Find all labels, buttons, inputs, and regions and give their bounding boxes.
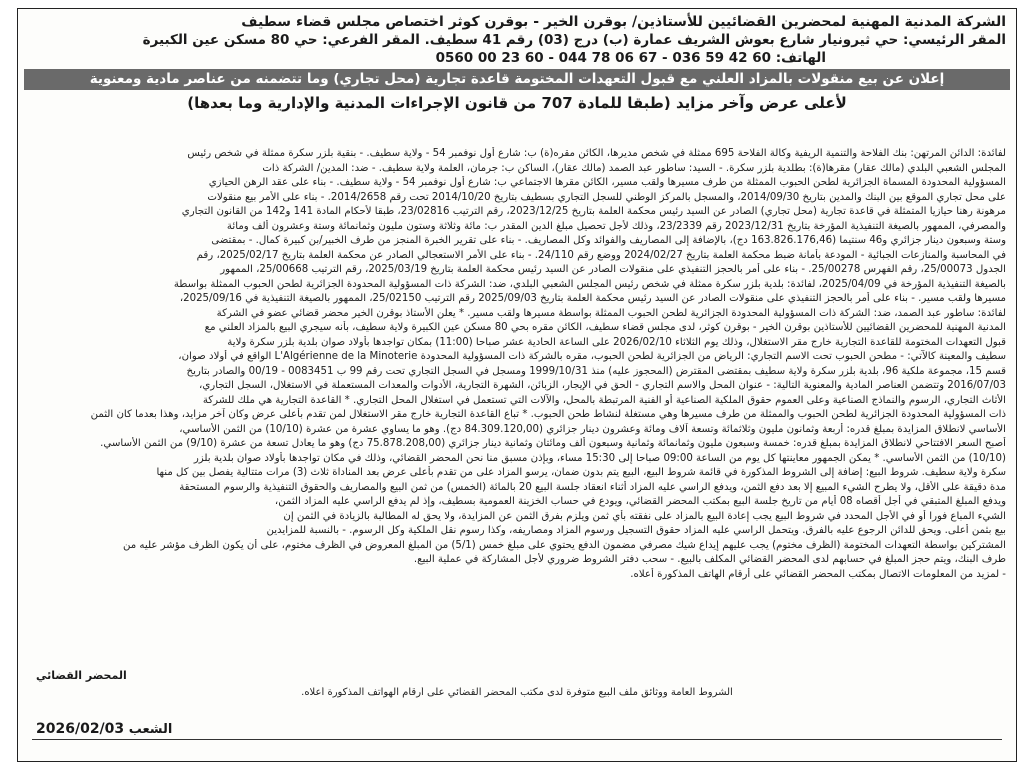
- notice-body-line: سطيف والمعينة كالآتي: - مطحن الحبوب تحت الاسم التجاري: الرياض من الجزائرية لطحن الحبوب، مقره بالشركة ذات المسؤولية المحدودة L'Algérienne de la Minoterie الواقع في أولاد صوان،: [178, 351, 1006, 362]
- notice-body-line: بالصيغة التنفيذية المؤرخة في 2025/04/09، لفائدة: بلدية بلزر سكرة ممثلة في شخص رئيس المجلس الشعبي البلدي، ضد: الشركة ذات المسؤولية المحدودة الجزائرية لطحن الحبوب الممثلة بواسطة: [173, 278, 1006, 290]
- notice-body-line: الأساسي لانطلاق المزايدة بمبلغ قدره: أربعة وثمانون مليون وثلاثمائة وتسعة آلاف ومائة وعشرون دينار جزائري (84.309.120,00 دج). وهو ما يساوي عشرة من عشرة (10/10) من الثمن الأساسي،: [179, 423, 1006, 435]
- office-address: المقر الرئيسي: حي ثيرونيار شارع بعوش الشريف عمارة (ب) درج (03) رقم 41 سطيف. المقر الفرعي: حي 80 مسكن عين الكبيرة: [142, 32, 1006, 48]
- notice-body-line: مسيرها ولقب مسير. - بناء على أمر بالحجز التنفيذي على منقولات الصادر عن السيد رئيس محكمة العلمة بتاريخ 2025/09/03 رقم الترتيب 25/02150، الممهور بالصيغة التنفيذية في 2025/09/16،: [179, 293, 1006, 304]
- notice-body-line: الأثاث التجاري، الرسوم والنماذج الصناعية وعلى العموم حقوق الملكية الصناعية أو الفنية المرتبطة بالمحل، والآلات التي تستعمل في استغلال المحل التجاري. * القاعدة التجارية هي ملك للشركة: [202, 394, 1006, 406]
- notice-body-line: الجدول 25/00073، رقم الفهرس 25/00278. - بناء على أمر بالحجز التنفيذي على منقولات الصادر عن السيد رئيس محكمة العلمة بتاريخ 2025/03/19، رقم الترتيب 25/00668، الممهور: [220, 264, 1006, 275]
- office-name: الشركة المدنية المهنية لمحضرين القضائيين للأستاذين/ بوقرن الخير - بوقرن كوثر اختصاص مجلس قضاء سطيف: [241, 14, 1006, 30]
- notice-body-line: قسم 15، مجموعة ملكية 96، بلدية بلزر سكرة ولاية سطيف بمقتضى المقترض (المحجوز عليه) منذ 1999/10/31 ومسجل في السجل التجاري تحت رقم 99 ب 0083451 - 00/19 والصادر بتاريخ: [186, 365, 1006, 377]
- letterhead: [18, 9, 1016, 67]
- notice-body-line: والمصرفي، الممهور بالصيغة التنفيذية المؤرخة بتاريخ 2023/12/31 رقم 23/2339، وذلك لأجل تحصيل مبلغ الدين المقدر ب: مائة وثلاثة وستون مليون وثمانمائة وستة وعشرون ألف ومائة: [226, 220, 1006, 232]
- notice-body-line: في المحاسبة والمنازعات الجبائية - المودعة بأمانة ضبط محكمة العلمة بتاريخ 2024/02/27 ووضع رقم 24/110. - بناء على الأمر الاستعجالي الصادر عن محكمة العلمة بتاريخ 2025/02/17، رقم: [196, 249, 1006, 261]
- notice-body-line: لفائدة: الدائن المرتهن: بنك الفلاحة والتنمية الريفية وكالة الفلاحة 695 ممثلة في شخص مديرها، الكائن مقره(ة) ب: شارع أول نوفمبر 54 - ولاية سطيف. - بنقية بلزر سكرة ممثلة في شخص رئيس: [187, 148, 1006, 159]
- notice-body-text: [28, 147, 1006, 582]
- notice-body-line: (10/10) من الثمن الأساسي. * يمكن الجمهور معاينتها كل يوم من الساعة 09:00 صباحا إلى 15:30 مساء، وبإذن مسبق منا نحن المحضر القضائي، وذلك في مكان تواجدها بأولاد صوان بلدية بلزر: [193, 452, 1006, 464]
- notice-body-line: المجلس الشعبي البلدي (مالك عقار) مقرها(ة): بطلدية بلزر سكرة. - السيد: ساطور عبد الصمد (مالك عقار)، الساكن ب: جرمان، العلمة ولاية سطيف. - ضد: المدين/ الشركة ذات: [262, 162, 1006, 174]
- publication-name: الشعب: [128, 722, 173, 737]
- notice-body-line: 2016/07/03 وتتضمن العناصر المادية والمعنوية التالية: - عنوان المحل والاسم التجاري - الحق في الإيجار، الزبائن، الشهرة التجارية، الأدوات والمعدات المستعملة في الاستغلال، السجل التجاري،: [199, 380, 1006, 391]
- notice-body-line: سكرة ولاية سطيف. شروط البيع: إضافة إلى الشروط المذكورة في قائمة شروط البيع، البيع يتم بدون ضمان، يرسو المزاد على من تقدم بأعلى عرض بعد المناداة ثلاث (3) مرات متتالية يفصل بين كل منها: [156, 467, 1006, 478]
- publication-line: [36, 721, 182, 737]
- legal-notice-page: [17, 8, 1017, 762]
- notice-body-line: المدنية المهنية للمحضرين القضائيين للأستاذين بوقرن الخير - بوقرن كوثر، لدى مجلس قضاء سطيف، الكائن مقره بحي 80 مسكن عين الكبيرة ولاية سطيف، بأنه سيجري البيع بالمزاد العلني مع: [204, 322, 1006, 333]
- notice-body-line: - لمزيد من المعلومات الاتصال بمكتب المحضر القضائي على أرقام الهاتف المذكورة أعلاه.: [630, 568, 1006, 580]
- office-phone: الهاتف: 60 42 59 036 - 67 06 78 044 - 60 23 00 0560: [435, 50, 826, 66]
- notice-body-line: مدة دقيقة على الأقل، ولا يطرح الشيء المبيع إلا بعد دفع الثمن، ويدفع الراسي عليه المزاد أثناء انعقاد جلسة البيع 20 بالمائة (الخمس) من ثمن البيع والمصاريف والحقوق التنفيذية والرسوم المستحقة: [179, 481, 1006, 493]
- notice-subtitle: لأعلى عرض وآخر مزايد (طبقا للمادة 707 من قانون الإجراءات المدنية والإدارية وما بعدها): [187, 94, 847, 112]
- notice-body-line: المسؤولية المحدودة المسماة الجزائرية لطحن الحبوب الممثلة من طرف مسيرها ولقب مسير، الكائن مقرها الاجتماعي ب: شارع أول نوفمبر 54 - ولاية سطيف. - بناء على عقد الرهن الحيازي: [208, 177, 1006, 188]
- notice-body-line: بيع بثمن أعلى. ويحق للدائن الرجوع عليه بالفرق. ويتحمل الراسي عليه المزاد حقوق التسجيل ورسوم المزاد ومصاريفه، وكذا رسوم نقل الملكية وكل الرسوم. - بالنسبة للمزايدين: [266, 525, 1006, 536]
- notice-body: [28, 147, 1006, 669]
- notice-body-line: ذات المسؤولية المحدودة الجزائرية لطحن الحبوب والممثلة من طرف مسيرها وهي مستغلة لنشاط طحن الحبوب. * تباع القاعدة التجارية خارج مقر الاستغلال لمن تقدم بأعلى عرض وكان آخر مزايد، وهذا بعدما كان الثمن: [90, 409, 1006, 420]
- publication-date: 2026/02/03: [36, 721, 125, 737]
- notice-footer: [26, 669, 1008, 759]
- notice-body-line: قبول التعهدات المختومة للقاعدة التجارية خارج مقر الاستغلال، وذلك يوم الثلاثاء 2026/02/10 على الساعة الحادية عشر صباحا (11:00) بمكان تواجدها بأولاد صوان بلدية بلزر سكرة ولاية: [227, 336, 1006, 348]
- notice-body-line: وستة وسبعون دينار جزائري و46 سنتيما (163.826.176,46 دج)، بالإضافة إلى المصاريف والفوائد وكل المصاريف. - بناء على تقرير الخبرة المنجز من طرف الخبير/بن كبيرة كمال. - بمقتضى: [211, 235, 1006, 246]
- contact-notice: الشروط العامة ووثائق ملف البيع متوفرة لدى مكتب المحضر القضائي على أرقام الهواتف المذكورة أعلاه.: [301, 687, 733, 698]
- notice-body-line: مرهونة رهنا حيازيا المتمثلة في قاعدة تجارية (محل تجاري) الصادر عن السيد رئيس محكمة العلمة بتاريخ 2023/12/25، رقم الترتيب 23/02816، طبقا لأحكام المادة 141 و142 من القانون التجاري: [181, 206, 1006, 217]
- notice-body-line: الشيء المباع فورا أو في الأجل المحدد في شروط البيع يجب إعادة البيع بالمزاد على نفقته بأي ثمن ويلزم بفرق الثمن عن المزايدة، ولا يحق له المطالبة بالزيادة في الثمن إن: [283, 510, 1006, 522]
- footer-divider: [32, 739, 1002, 740]
- notice-body-line: ويدفع المبلغ المتبقي في أجل أقصاه 08 أيام من تاريخ جلسة البيع بمكتب المحضر القضائي، ويودع في حساب الخزينة العمومية بسطيف، وإذ لم يدفع الراسي عليه المزاد الثمن،: [274, 496, 1006, 507]
- notice-body-line: المشتركين بواسطة التعهدات المختومة (الظرف مختوم) يجب عليهم إيداع شيك مصرفي مضمون الدفع يحتوي على مبلغ خمس (5/1) من المبلغ المعروض في الظرف مختوم، على أن يكون الظرف مؤشر عليه من: [122, 539, 1006, 551]
- notice-body-line: على محل تجاري الموقع بين البنك والمدين بتاريخ 2014/09/30، والمسجل بالمركز الوطني للسجل التجاري بسطيف بتاريخ 2014/10/20 تحت رقم 2014/2658. - بناء على الأمر بيع منقولات: [207, 191, 1006, 203]
- notice-body-line: أصبح السعر الافتتاحي لانطلاق المزايدة بمبلغ قدره: خمسة وسبعون مليون وثمانمائة وثمانية وسبعون ألف ومائتان وثمانية دينار جزائري (75.878.208,00 دج) وهو ما يعادل تسعة من عشرة (9/10) من الثمن الأساسي.: [100, 438, 1006, 449]
- notice-body-line: لفائدة: ساطور عبد الصمد، ضد: الشركة ذات المسؤولية المحدودة الجزائرية لطحن الحبوب الممثلة بواسطة مسيرها ولقب مسير. * يعلن الأستاذ بوقرن الخير محضر قضائي عضو في الشركة: [216, 307, 1006, 319]
- notice-body-line: طرف البنك، ويتم حجز المبلغ في حسابهم لدى المحضر القضائي المكلف بالبيع. - سحب دفتر الشروط ضروري لأجل المشاركة في عملية البيع.: [413, 554, 1006, 565]
- notice-title-banner: إعلان عن بيع منقولات بالمزاد العلني مع قبول التعهدات المختومة قاعدة تجارية (محل تجاري) وما تتضمنه من عناصر مادية ومعنوية: [24, 69, 1010, 90]
- bailiff-signature: المحضر القضائي: [36, 669, 127, 682]
